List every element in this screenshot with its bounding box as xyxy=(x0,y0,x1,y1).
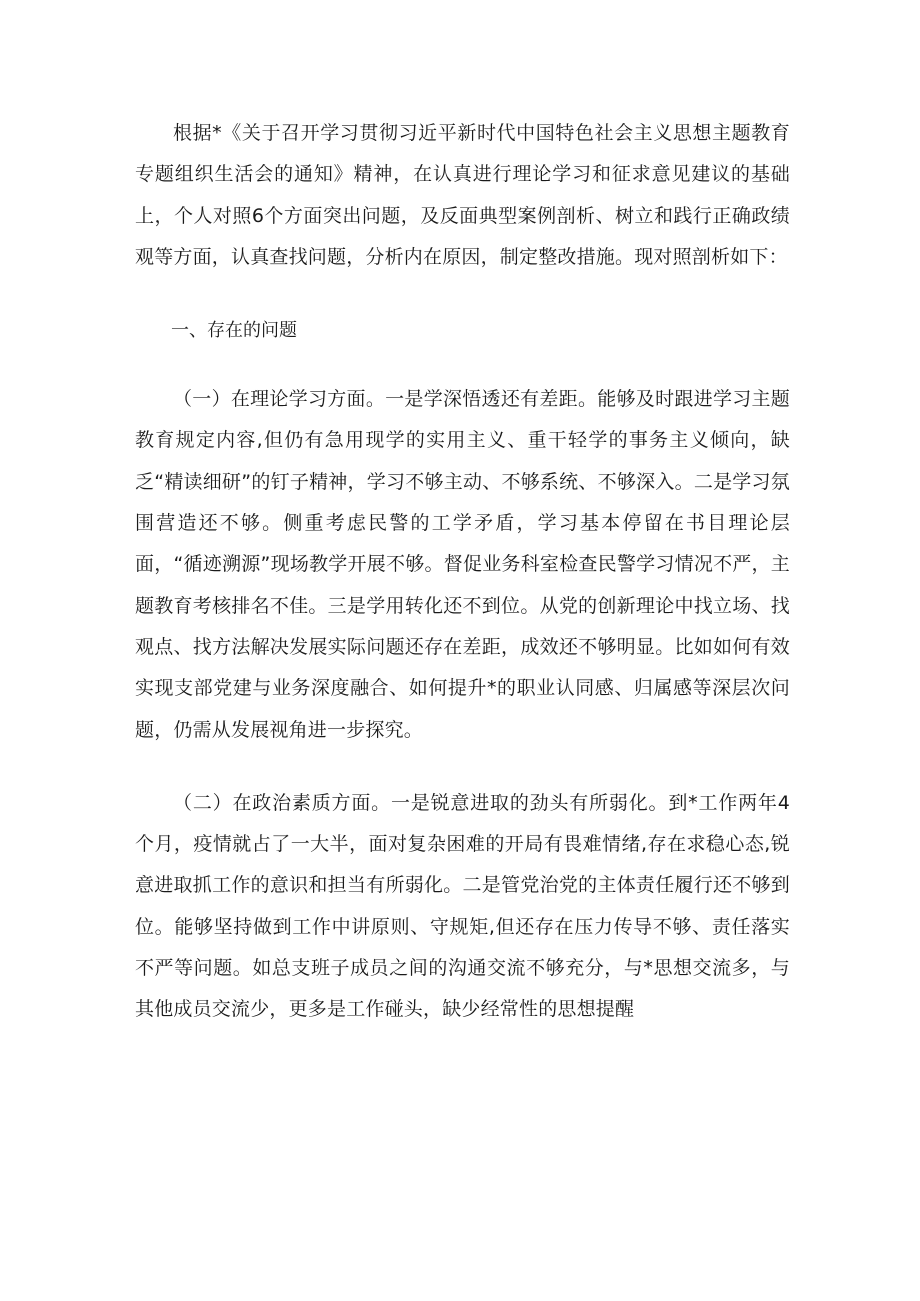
intro-paragraph: 根据*《关于召开学习贯彻习近平新时代中国特色社会主义思想主题教育专题组织生活会的通知》精神，在认真进行理论学习和征求意见建议的基础上，个人对照6个方面突出问题，及反面典型案例剖析、树立和践行正确政绩观等方面，认真查找问题，分析内在原因，制定整改措施。现对照剖析如下： xyxy=(135,122,790,268)
paragraph-theory-study: （一）在理论学习方面。一是学深悟透还有差距。能够及时跟进学习主题教育规定内容,但仍有急用现学的实用主义、重干轻学的事务主义倾向，缺乏“精读细研”的钉子精神，学习不够主动、不够系统、不够深入。二是学习氛围营造还不够。侧重考虑民警的工学矛盾，学习基本停留在书目理论层面，“循迹溯源”现场教学开展不够。督促业务科室检查民警学习情况不严，主题教育考核排名不佳。三是学用转化还不到位。从党的创新理论中找立场、找观点、找方法解决发展实际问题还存在差距，成效还不够明显。比如如何有效实现支部党建与业务深度融合、如何提升*的职业认同感、归属感等深层次问题，仍需从发展视角进一步探究。 xyxy=(135,388,790,741)
paragraph-political-quality: （二）在政治素质方面。一是锐意进取的劲头有所弱化。到*工作两年4个月，疫情就占了一大半，面对复杂困难的开局有畏难情绪,存在求稳心态,锐意进取抓工作的意识和担当有所弱化。二是管党治党的主体责任履行还不够到位。能够坚持做到工作中讲原则、守规矩,但还存在压力传导不够、责任落实不严等问题。如总支班子成员之间的沟通交流不够充分，与*思想交流多，与其他成员交流少，更多是工作碰头，缺少经常性的思想提醒 xyxy=(135,791,790,1021)
document-body xyxy=(135,113,790,1031)
section-heading: 一、存在的问题 xyxy=(171,320,297,342)
